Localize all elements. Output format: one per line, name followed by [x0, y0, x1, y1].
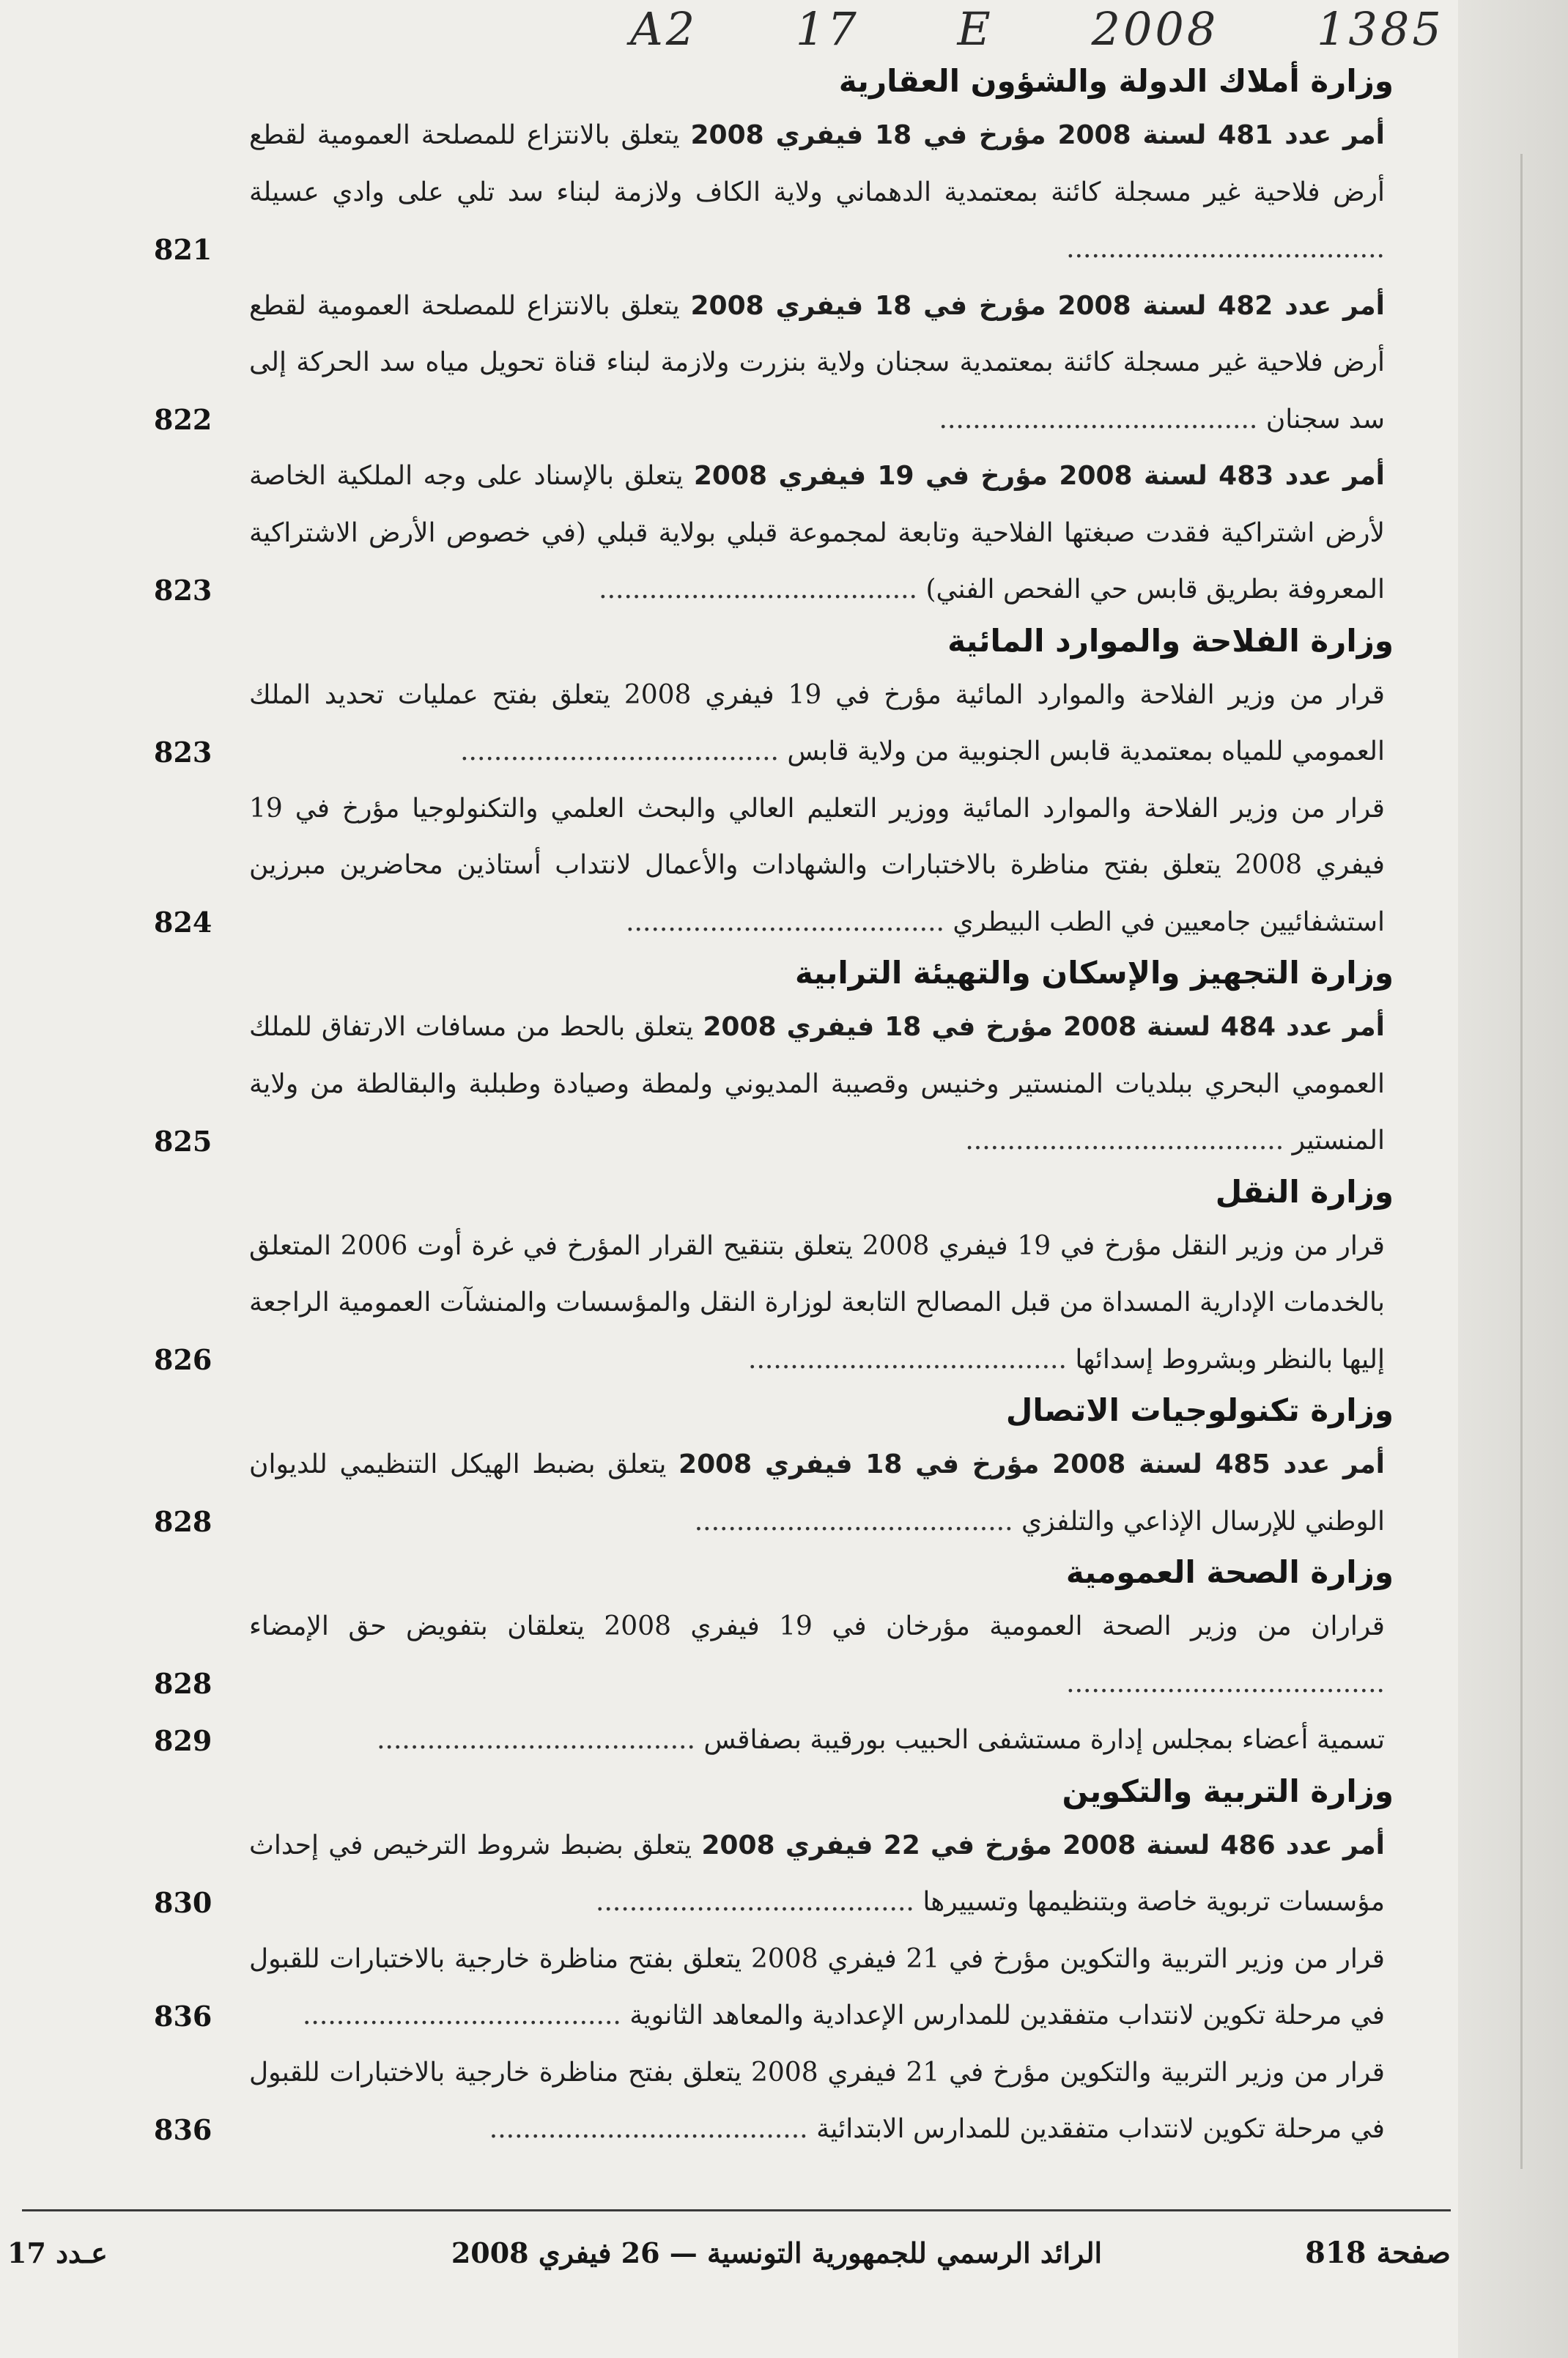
dot-leader: ...................................... [939, 404, 1266, 435]
toc-entry[interactable] [154, 2044, 1385, 2158]
toc-entry-text [249, 2044, 1385, 2158]
toc-entry-text [249, 1598, 1385, 1712]
toc-page-number[interactable]: 836 [154, 2113, 212, 2146]
dot-leader: ...................................... [377, 1725, 704, 1755]
decree-reference: أمر عدد 485 لسنة 2008 مؤرخ في 18 فيفري 2008 [678, 1449, 1385, 1479]
toc-page-number[interactable]: 821 [154, 232, 212, 266]
toc-page-number[interactable]: 830 [154, 1885, 212, 1919]
entry-description: يتعلق بالإسناد على وجه الملكية الخاصة لأرض اشتراكية فقدت صبغتها الفلاحية وتابعة لمجموعة قبلي بولاية قبلي (في خصوص الأرض الاشتراكية المعروفة بطريق قابس حي الفحص الفني) [249, 461, 1385, 605]
dot-leader: ...................................... [460, 736, 788, 766]
toc-entry[interactable] [154, 1218, 1385, 1389]
toc-page-number[interactable]: 823 [154, 735, 212, 769]
toc-entry-text [249, 448, 1385, 618]
footer-rule [22, 2209, 1451, 2211]
entry-description: قرار من وزير النقل مؤرخ في 19 فيفري 2008 يتعلق بتنقيح القرار المؤرخ في غرة أوت 2006 المتعلق بالخدمات الإدارية المسداة من قبل المصالح التابعة لوزارة النقل والمؤسسات والمنشآت العمومية الراجعة إليها بالنظر وبشروط إسدائها [249, 1230, 1385, 1375]
decree-reference: أمر عدد 484 لسنة 2008 مؤرخ في 18 فيفري 2008 [703, 1012, 1385, 1042]
page-edge-line [1520, 154, 1523, 2169]
toc-page-number[interactable]: 829 [154, 1723, 212, 1757]
entry-description: قراران من وزير الصحة العمومية مؤرخان في 19 فيفري 2008 يتعلقان بتفويض حق الإمضاء [249, 1611, 1386, 1641]
ministry-heading: وزارة الفلاحة والموارد المائية [947, 622, 1394, 659]
dot-leader: ...................................... [489, 2114, 817, 2144]
ministry-heading: وزارة تكنولوجيات الاتصال [1005, 1392, 1394, 1428]
toc-page-number[interactable]: 825 [154, 1124, 212, 1158]
dot-leader: ...................................... [1066, 234, 1385, 264]
toc-page-number[interactable]: 822 [154, 403, 212, 436]
decree-reference: أمر عدد 486 لسنة 2008 مؤرخ في 22 فيفري 2008 [701, 1830, 1386, 1860]
toc-page-number[interactable]: 823 [154, 573, 212, 607]
decree-reference: أمر عدد 483 لسنة 2008 مؤرخ في 19 فيفري 2008 [693, 461, 1386, 491]
toc-entry[interactable] [154, 448, 1385, 618]
entry-description: قرار من وزير التربية والتكوين مؤرخ في 21 فيفري 2008 يتعلق بفتح مناظرة خارجية بالاختبارات للقبول في مرحلة تكوين لانتداب متفقدين للمدارس الإعدادية والمعاهد الثانوية [249, 1943, 1385, 2030]
toc-entry[interactable] [154, 780, 1385, 951]
toc-entry[interactable] [154, 1598, 1385, 1712]
dot-leader: ...................................... [965, 1126, 1293, 1156]
toc-page-number[interactable]: 826 [154, 1343, 212, 1376]
footer-issue-number: عـدد 17 [7, 2236, 108, 2269]
dot-leader: ...................................... [694, 1506, 1022, 1537]
toc-page-number[interactable]: 836 [154, 1999, 212, 2033]
page-edge-shadow [1458, 0, 1568, 2358]
dot-leader: ...................................... [626, 906, 953, 937]
toc-entry-text [249, 1817, 1385, 1931]
toc-entry-text [249, 107, 1385, 278]
toc-entry[interactable] [154, 1436, 1385, 1550]
entry-description: قرار من وزير التربية والتكوين مؤرخ في 21 فيفري 2008 يتعلق بفتح مناظرة خارجية بالاختبارات للقبول في مرحلة تكوين لانتداب متفقدين للمدارس الابتدائية [249, 2057, 1385, 2144]
toc-entry[interactable] [154, 278, 1385, 448]
ministry-heading: وزارة النقل [1215, 1173, 1394, 1210]
toc-entry[interactable] [154, 1817, 1385, 1931]
ministry-heading: وزارة أملاك الدولة والشؤون العقارية [838, 63, 1394, 99]
decree-reference: أمر عدد 481 لسنة 2008 مؤرخ في 18 فيفري 2008 [690, 120, 1385, 150]
toc-entry[interactable] [154, 107, 1385, 278]
toc-entry-text [249, 1436, 1385, 1550]
toc-entry-text [249, 999, 1385, 1169]
footer-page-number: صفحة 818 [1305, 2236, 1451, 2270]
toc-page-number[interactable]: 828 [154, 1505, 212, 1538]
toc-entry[interactable] [154, 1931, 1385, 2044]
entry-description: يتعلق بالانتزاع للمصلحة العمومية لقطع أرض فلاحية غير مسجلة كائنة بمعتمدية سجنان ولاية بنزرت ولازمة لبناء قناة تحويل مياه سد الحركة إلى سد سجنان [249, 290, 1385, 435]
dot-leader: ...................................... [748, 1344, 1076, 1375]
toc-entry-text [249, 667, 1385, 780]
entry-description: تسمية أعضاء بمجلس إدارة مستشفى الحبيب بورقيبة بصفاقس [703, 1725, 1385, 1755]
dot-leader: ...................................... [596, 1887, 923, 1917]
entry-description: قرار من وزير الفلاحة والموارد المائية ووزير التعليم العالي والبحث العلمي والتكنولوجيا مؤرخ في 19 فيفري 2008 يتعلق بفتح مناظرة بالاختبارات والشهادات والأعمال لانتداب أستاذين محاضرين مبرزين استشفائيين جامعيين في الطب البيطري [249, 793, 1385, 937]
toc-entry[interactable] [154, 999, 1385, 1169]
table-of-contents [154, 59, 1394, 2158]
entry-description: يتعلق بالحط من مسافات الارتفاق للملك العمومي البحري ببلديات المنستير وخنيس وقصيبة المديوني ولمطة وصيادة وطبلبة والبقالطة من ولاية المنستير [249, 1012, 1385, 1156]
toc-entry-text [249, 1712, 1385, 1769]
entry-description: قرار من وزير الفلاحة والموارد المائية مؤرخ في 19 فيفري 2008 يتعلق بفتح عمليات تحديد الملك العمومي للمياه بمعتمدية قابس الجنوبية من ولاية قابس [249, 679, 1385, 766]
dot-leader: ...................................... [1066, 1668, 1385, 1699]
ministry-heading: وزارة التجهيز والإسكان والتهيئة الترابية [795, 955, 1394, 991]
toc-entry-text [249, 278, 1385, 448]
ministry-heading: وزارة الصحة العمومية [1065, 1554, 1394, 1590]
footer-publication-title: الرائد الرسمي للجمهورية التونسية — 26 فيفري 2008 [451, 2236, 1103, 2269]
entry-description: يتعلق بضبط الهيكل التنظيمي للديوان الوطني للإرسال الإذاعي والتلفزي [249, 1449, 1385, 1537]
toc-entry-text [249, 1931, 1385, 2044]
entry-description: يتعلق بضبط شروط الترخيص في إحداث مؤسسات تربوية خاصة وبتنظيمها وتسييرها [249, 1830, 1385, 1917]
dot-leader: ...................................... [599, 574, 926, 605]
toc-entry-text [249, 1218, 1385, 1389]
toc-page-number[interactable]: 824 [154, 906, 212, 939]
toc-entry[interactable] [154, 1712, 1385, 1769]
toc-entry-text [249, 780, 1385, 951]
ministry-heading: وزارة التربية والتكوين [1062, 1773, 1394, 1809]
decree-reference: أمر عدد 482 لسنة 2008 مؤرخ في 18 فيفري 2008 [690, 290, 1385, 321]
handwritten-note: A2 17 E 2008 1385 [630, 2, 1444, 56]
entry-description: يتعلق بالانتزاع للمصلحة العمومية لقطع أرض فلاحية غير مسجلة كائنة بمعتمدية الدهماني ولاية الكاف ولازمة لبناء سد تلي على وادي عسيلة [249, 120, 1385, 207]
dot-leader: ...................................... [302, 2000, 630, 2030]
toc-entry[interactable] [154, 667, 1385, 780]
toc-page-number[interactable]: 828 [154, 1667, 212, 1700]
